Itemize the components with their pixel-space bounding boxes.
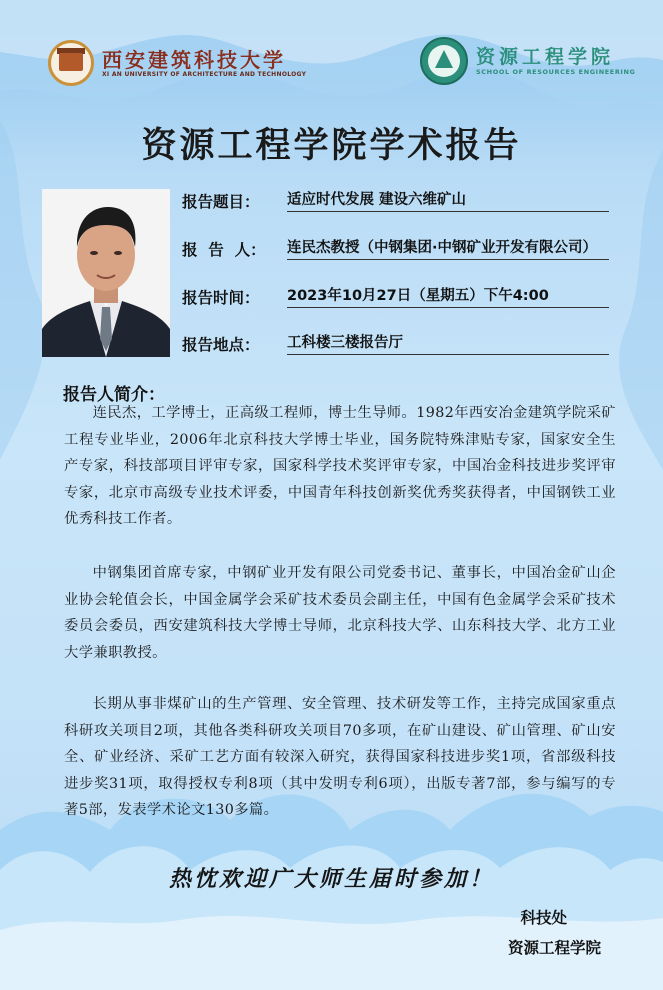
- info-topic-label: 报告题目：: [182, 193, 260, 211]
- info-speaker-value: 连民杰教授（中钢集团·中钢矿业开发有限公司）: [287, 236, 609, 260]
- speaker-photo: [42, 189, 170, 357]
- school-seal-icon: [420, 37, 468, 85]
- school-name-en: SCHOOL OF RESOURCES ENGINEERING: [476, 68, 636, 76]
- bio-paragraph: 连民杰，工学博士，正高级工程师，博士生导师。1982年西安冶金建筑学院采矿工程专业毕业，2006年北京科技大学博士毕业，国务院特殊津贴专家，国家安全生产专家，科技部项目评审专家，国家科学技术奖评审专家，中国冶金科技进步奖评审专家，北京市高级专业技术评委，中国青年科技创新奖优秀奖获得者，中国钢铁工业优秀科技工作者。: [64, 405, 616, 527]
- school-name-cn: 资源工程学院: [476, 46, 615, 68]
- info-location-label: 报告地点：: [182, 336, 260, 354]
- info-speaker: [182, 234, 609, 260]
- school-logo: [420, 37, 635, 85]
- left-wave: [0, 120, 45, 460]
- university-name-en: XI AN UNIVERSITY OF ARCHITECTURE AND TECHNOLOGY: [102, 70, 307, 78]
- info-time-value: 2023年10月27日（星期五）下午4:00: [287, 284, 609, 308]
- info-topic: [182, 186, 609, 212]
- info-speaker-label: 报 告 人：: [182, 241, 266, 259]
- info-time-label: 报告时间：: [182, 289, 260, 307]
- signature-office: 科技处: [520, 909, 567, 927]
- bio-paragraph: 中钢集团首席专家，中钢矿业开发有限公司党委书记、董事长，中国冶金矿山企业协会轮值会长，中国金属学会采矿技术委员会副主任，中国有色金属学会采矿技术委员会委员，西安建筑科技大学博士导师，北京科技大学、山东科技大学、北方工业大学兼职教授。: [64, 565, 616, 661]
- page-title: 资源工程学院学术报告: [141, 126, 522, 166]
- welcome-message: 热忱欢迎广大师生届时参加！: [168, 866, 494, 892]
- university-logo: [48, 40, 306, 86]
- bio-paragraph: 长期从事非煤矿山的生产管理、安全管理、技术研发等工作，主持完成国家重点科研攻关项目2项，其他各类科研攻关项目70多项，在矿山建设、矿山管理、矿山安全、矿业经济、采矿工艺方面有较深入研究，获得国家科技进步奖1项，省部级科技进步奖31项，取得授权专利8项（其中发明专利6项），出版专著7部，参与编写的专著5部，发表学术论文130多篇。: [64, 696, 616, 818]
- right-wave: [619, 150, 663, 470]
- university-seal-icon: [48, 40, 94, 86]
- info-location-value: 工科楼三楼报告厅: [287, 331, 609, 355]
- signature-school: 资源工程学院: [507, 939, 601, 957]
- info-time: [182, 282, 609, 308]
- intro-heading: 报告人简介：: [63, 385, 165, 405]
- info-location: [182, 329, 609, 355]
- university-name-cn: 西安建筑科技大学: [102, 47, 286, 72]
- info-topic-value: 适应时代发展 建设六维矿山: [287, 188, 609, 212]
